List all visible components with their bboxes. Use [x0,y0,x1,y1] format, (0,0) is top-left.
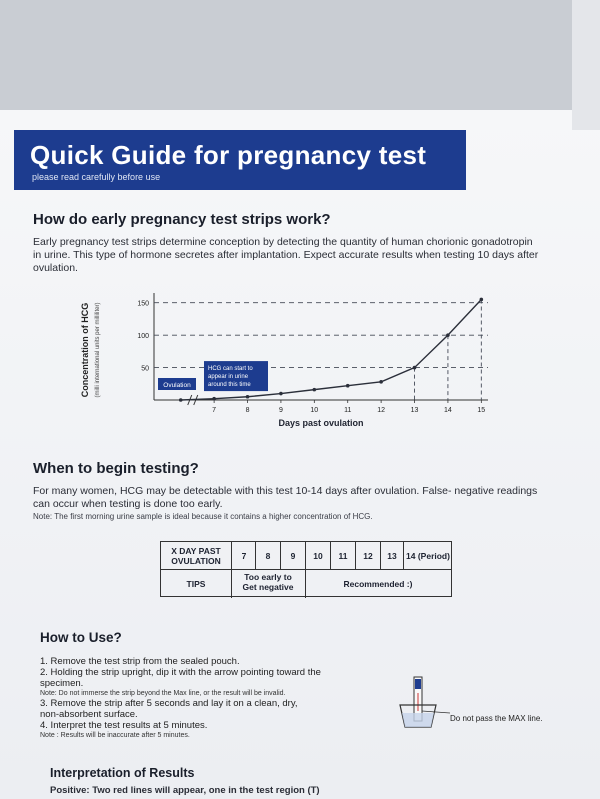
day-cell: 11 [338,551,348,561]
too-early-line: Too early to [244,572,292,582]
day-cell: 13 [387,551,397,561]
x-tick-label: 9 [278,407,283,414]
chart-y-axis-label: Concentration of HCG [80,302,90,398]
x-tick-label: 10 [310,407,319,414]
hcg-data-point [413,366,417,370]
day-cell: 12 [363,551,373,561]
x-tick-label: 7 [212,407,217,414]
hcg-data-point [346,384,350,388]
page-title: Quick Guide for pregnancy test [30,140,427,170]
step-4: 4. Interpret the test results at 5 minutes. [40,720,208,731]
table-header-line: X DAY PAST [171,546,221,556]
too-early-cell [231,572,305,592]
x-tick-label: 14 [444,407,452,414]
testing-line-2: can occur when testing is done too early. [33,498,223,510]
x-tick-label: 15 [477,407,486,414]
table-header-label [161,546,231,566]
x-tick-label: 8 [245,407,250,414]
positive-label: Positive: [50,785,90,796]
positive-result-line [50,785,320,798]
day-cell: 10 [313,551,323,561]
step-1: 1. Remove the test strip from the sealed pouch. [40,656,240,667]
morning-urine-note: Note: The first morning urine sample is ideal because it contains a higher concentration of HCG. [33,512,373,521]
immerse-note: Note: Do not immerse the strip beyond the Max line, or the result will be invalid. [40,690,286,697]
dip-cup-illustration [398,675,478,745]
intro-line-3: ovulation. [33,262,78,274]
table-header-line: OVULATION [171,556,221,566]
hcg-data-point [480,298,484,302]
positive-text: Two red lines will appear, one in the test region (T) [92,785,320,796]
day-cell: 9 [290,551,296,561]
hcg-data-point [279,392,283,396]
testing-line-1: For many women, HCG may be detectable with this test 10-14 days after ovulation. False- negative readings [33,485,538,497]
usage-steps [40,656,400,740]
hcg-annotation-line: around this time [208,382,251,389]
day-cell: 14 (Period) [406,551,450,561]
chart-y-axis-unit: (milli international units per milliliter) [95,302,101,398]
y-tick-label: 50 [141,365,149,373]
x-axis-label: Days past ovulation [278,418,364,428]
x-tick-label: 11 [344,407,352,414]
hcg-annotation-line: HCG can start to [208,366,253,373]
time-note: Note : Results will be inaccurate after 5 minutes. [40,732,190,739]
table-divider [161,569,451,570]
hcg-data-point [379,380,383,384]
hcg-annotation-line: appear in urine [208,374,249,381]
hcg-data-point [446,333,450,337]
hcg-data-point [179,398,183,402]
step-2: 2. Holding the strip upright, dip it with the arrow pointing toward the [40,667,321,678]
background-edge [572,0,600,130]
max-line-caption: Do not pass the MAX line. [450,714,543,723]
testing-days-table [160,541,452,597]
intro-line-2: in urine. This type of hormone secretes after implantation. Expect accurate results when testing 10 days after [33,249,539,261]
step-3-cont: non-absorbent surface. [40,709,138,720]
page-subtitle: please read carefully before use [32,172,161,182]
section-heading-how-it-works: How do early pregnancy test strips work? [33,211,331,228]
hcg-data-point [212,397,216,401]
step-2-cont: specimen. [40,678,84,689]
y-tick-label: 150 [137,300,149,308]
title-banner [14,130,466,190]
hcg-data-point [313,388,317,392]
hcg-data-point [246,395,250,399]
too-early-line: Get negative [242,582,294,592]
hcg-chart [110,285,500,430]
day-cell: 7 [241,551,247,561]
ovulation-label: Ovulation [163,382,191,389]
x-tick-label: 13 [410,407,419,414]
section-heading-interpretation: Interpretation of Results [50,766,195,780]
step-3: 3. Remove the strip after 5 seconds and lay it on a clean, dry, [40,698,298,709]
day-cell: 8 [265,551,271,561]
tips-label: TIPS [186,579,206,589]
section-heading-how-to-use: How to Use? [40,630,122,645]
x-tick-label: 12 [377,407,386,414]
recommended-cell: Recommended :) [343,579,413,589]
y-tick-label: 100 [137,333,149,341]
intro-line-1: Early pregnancy test strips determine conception by detecting the quantity of human chorionic gonadotropin [33,236,533,248]
section-heading-when-to-test: When to begin testing? [33,460,199,477]
